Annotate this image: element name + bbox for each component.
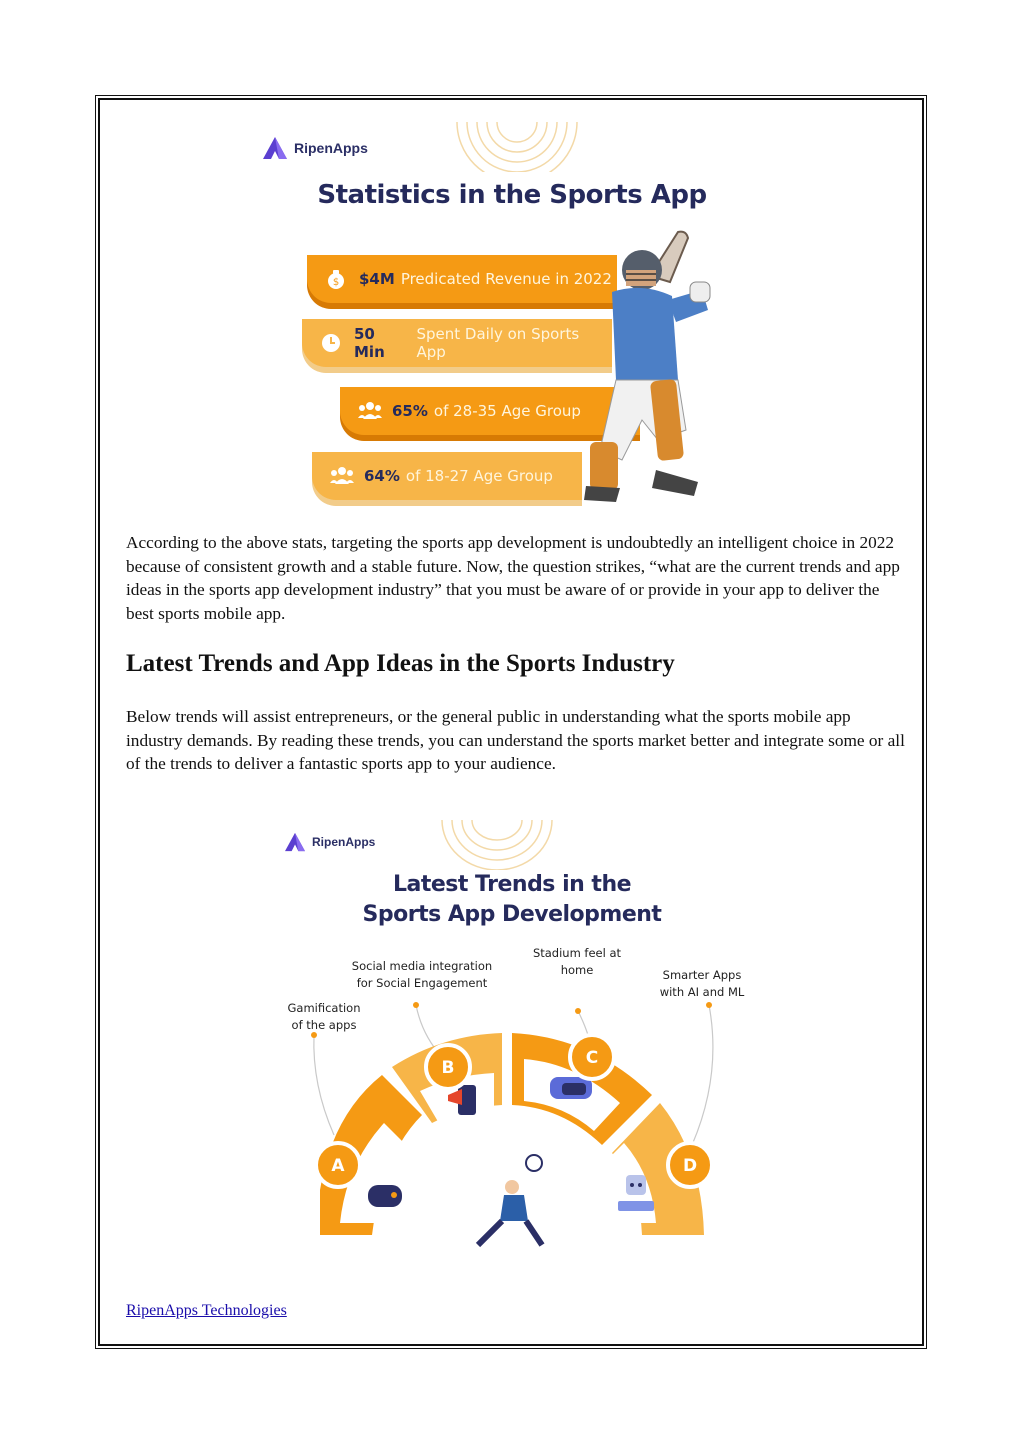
trends-infographic: [272, 820, 752, 1260]
statistics-infographic: [252, 122, 772, 514]
ripenapps-logo: [284, 832, 375, 852]
ripenapps-logo-icon: [284, 832, 306, 852]
trend-label-line: Stadium feel at: [532, 946, 622, 960]
decorative-rays: [437, 820, 557, 870]
trend-label-line: for Social Engagement: [356, 976, 488, 990]
trend-label-line: of the apps: [291, 1018, 357, 1032]
badge-letter-c: C: [585, 1048, 599, 1068]
ripenapps-logo: [262, 136, 368, 160]
stat-text: of 28-35 Age Group: [433, 402, 581, 420]
stat-highlight: 65%: [392, 402, 428, 420]
badge-letter-d: D: [682, 1156, 698, 1176]
trend-label-c: [522, 945, 632, 979]
stat-highlight: 50 Min: [354, 325, 385, 361]
tennis-player-icon: [478, 1155, 542, 1245]
brand-name: RipenApps: [294, 140, 368, 156]
money-bag-icon: [325, 268, 347, 290]
stat-revenue: [307, 255, 617, 303]
badge-d: [668, 1143, 712, 1187]
stat-text: of 18-27 Age Group: [405, 467, 553, 485]
group-icon: [358, 400, 380, 422]
section-heading: Latest Trends and App Ideas in the Sports Industry: [126, 650, 675, 677]
trend-label-line: with AI and ML: [659, 985, 745, 999]
trends-arc-illustration: [272, 995, 752, 1260]
badge-b: [426, 1045, 470, 1089]
trends-paragraph: Below trends will assist entrepreneurs, or the general public in understanding what the sports mobile app industry demands. By reading these trends, you can understand the sports market better and integrate some or all of the trends to deliver a fantastic sports app to your audience.: [126, 707, 905, 774]
cricket-player-illustration: [582, 230, 732, 512]
brand-name: RipenApps: [312, 835, 376, 849]
badge-letter-a: A: [331, 1156, 345, 1176]
stat-highlight: $4M: [359, 270, 395, 288]
svg-text:$: $: [332, 277, 340, 288]
gamepad-icon: [368, 1185, 402, 1207]
group-icon: [330, 465, 352, 487]
infographic-title-line2: Sports App Development: [362, 902, 662, 927]
stat-daily-time: [302, 319, 612, 367]
trend-label-line: Gamification: [287, 1001, 361, 1015]
trend-label-line: Social media integration: [351, 959, 493, 973]
intro-paragraph: According to the above stats, targeting the sports app development is undoubtedly an intelligent choice in 2022 because of consistent growth and a stable future. Now, the question strikes, “what are the current trends and app ideas in the sports app development industry” that you must be aware of or provide in your app to deliver the best sports mobile app.: [126, 533, 900, 623]
stat-text: Predicated Revenue in 2022: [400, 270, 612, 288]
stat-text: Spent Daily on Sports App: [416, 325, 580, 361]
decorative-rays: [447, 122, 587, 172]
stat-age-18-27: [312, 452, 582, 500]
infographic-title: Statistics in the Sports App: [317, 180, 707, 210]
trend-label-line: Smarter Apps: [662, 968, 742, 982]
trend-label-b: [342, 958, 502, 992]
badge-c: [570, 1035, 614, 1079]
ripenapps-logo-icon: [262, 136, 288, 160]
clock-icon: [320, 332, 342, 354]
badge-a: [316, 1143, 360, 1187]
stat-highlight: 64%: [364, 467, 400, 485]
vr-headset-icon: [550, 1077, 592, 1099]
badge-letter-b: B: [441, 1058, 455, 1078]
footer-link[interactable]: RipenApps Technologies: [126, 1302, 287, 1319]
trend-label-line: home: [560, 963, 594, 977]
infographic-title-line1: Latest Trends in the: [392, 872, 632, 897]
